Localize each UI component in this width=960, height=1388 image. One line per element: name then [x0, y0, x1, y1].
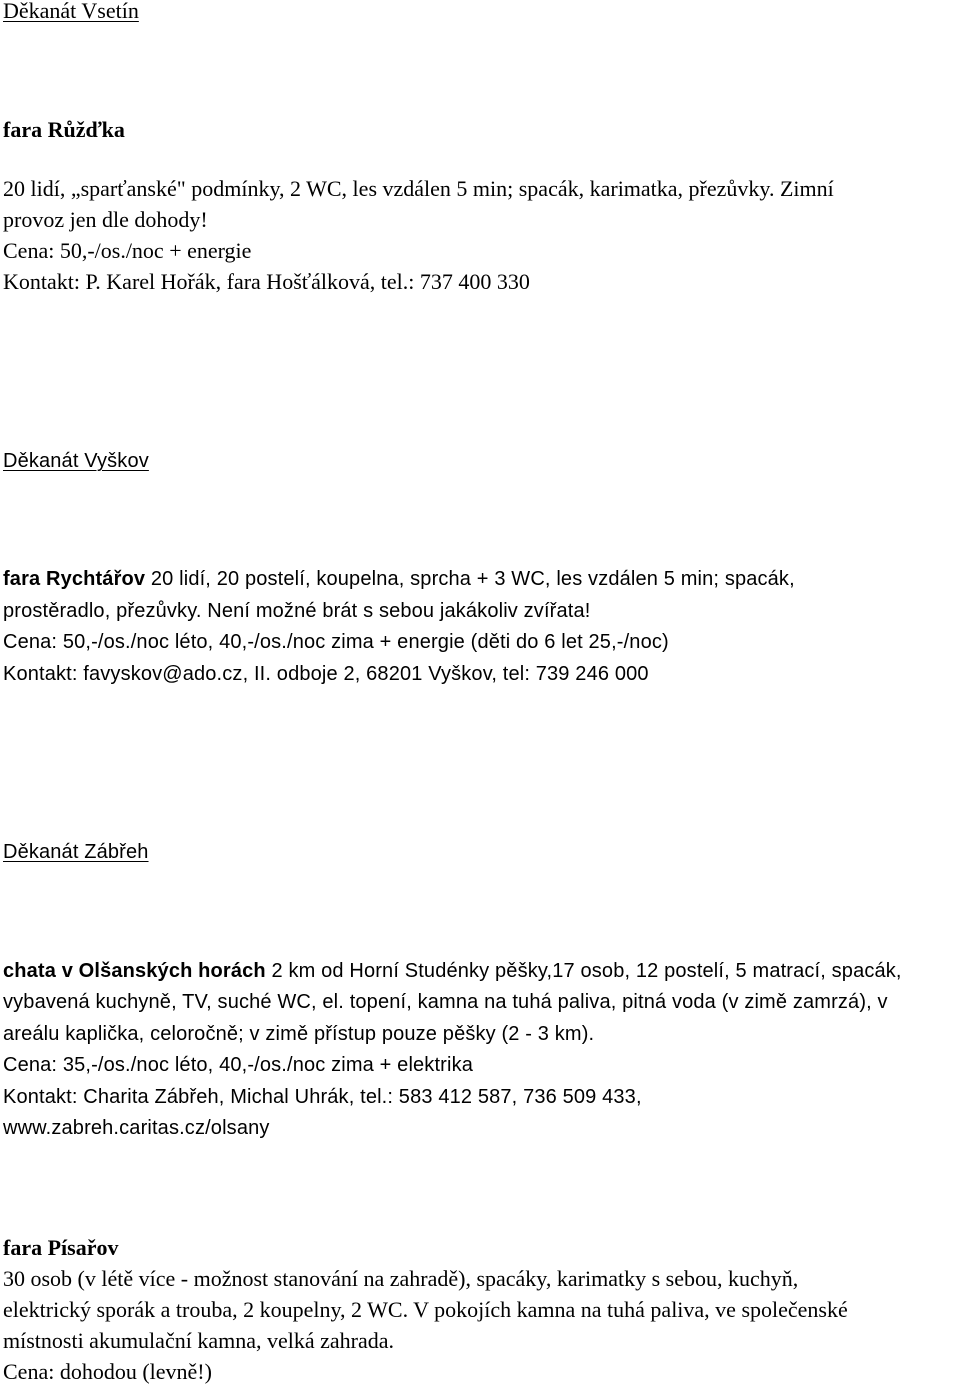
entry-price: Cena: 50,-/os./noc + energie: [3, 238, 252, 263]
entry-contact: Kontakt: Charita Zábřeh, Michal Uhrák, tel.: 583 412 587, 736 509 433,: [3, 1086, 642, 1108]
entry-text-line: vybavená kuchyně, TV, suché WC, el. topení, kamna na tuhá paliva, pitná voda (v zimě zamrzá), v: [3, 991, 888, 1013]
entry-text-inline: 2 km od Horní Studénky pěšky,17 osob, 12 postelí, 5 matrací, spacák,: [265, 960, 902, 982]
entry-text-line: místnosti akumulační kamna, velká zahrada.: [3, 1328, 394, 1353]
entry-first-line-olsany: [3, 961, 902, 981]
entry-title-olsany: chata v Olšanských horách: [3, 960, 266, 982]
entry-text-line: 20 lidí, „sparťanské" podmínky, 2 WC, les vzdálen 5 min; spacák, karimatka, přezůvky. Zimní: [3, 176, 834, 201]
entry-price: Cena: dohodou (levně!): [3, 1359, 212, 1384]
entry-text-line: provoz jen dle dohody!: [3, 207, 208, 232]
entry-contact: Kontakt: favyskov@ado.cz, II. odboje 2, 68201 Vyškov, tel: 739 246 000: [3, 663, 649, 685]
entry-text-line: 30 osob (v létě více - možnost stanování na zahradě), spacáky, karimatky s sebou, kuchyň,: [3, 1266, 799, 1291]
entry-title-rychtarov: fara Rychtářov: [3, 568, 146, 590]
entry-title-ruzdka: fara Růžďka: [3, 117, 125, 142]
entry-first-line-rychtarov: [3, 569, 795, 589]
entry-text-line: prostěradlo, přezůvky. Není možné brát s sebou jakákoliv zvířata!: [3, 600, 591, 622]
entry-price: Cena: 35,-/os./noc léto, 40,-/os./noc zima + elektrika: [3, 1054, 473, 1076]
entry-text-inline: 20 lidí, 20 postelí, koupelna, sprcha + 3 WC, les vzdálen 5 min; spacák,: [145, 568, 795, 590]
entry-text-line: areálu kaplička, celoročně; v zimě přístup pouze pěšky (2 - 3 km).: [3, 1023, 595, 1045]
deanery-heading-vsetin: Děkanát Vsetín: [3, 0, 139, 23]
deanery-heading-zabreh: Děkanát Zábřeh: [3, 841, 149, 863]
entry-title-pisarov: fara Písařov: [3, 1235, 119, 1260]
entry-website: www.zabreh.caritas.cz/olsany: [3, 1117, 270, 1139]
entry-text-line: elektrický sporák a trouba, 2 koupelny, 2 WC. V pokojích kamna na tuhá paliva, ve společenské: [3, 1297, 848, 1322]
entry-price: Cena: 50,-/os./noc léto, 40,-/os./noc zima + energie (děti do 6 let 25,-/noc): [3, 631, 669, 653]
entry-contact: Kontakt: P. Karel Hořák, fara Hošťálková, tel.: 737 400 330: [3, 269, 530, 294]
deanery-heading-vyskov: Děkanát Vyškov: [3, 450, 149, 472]
